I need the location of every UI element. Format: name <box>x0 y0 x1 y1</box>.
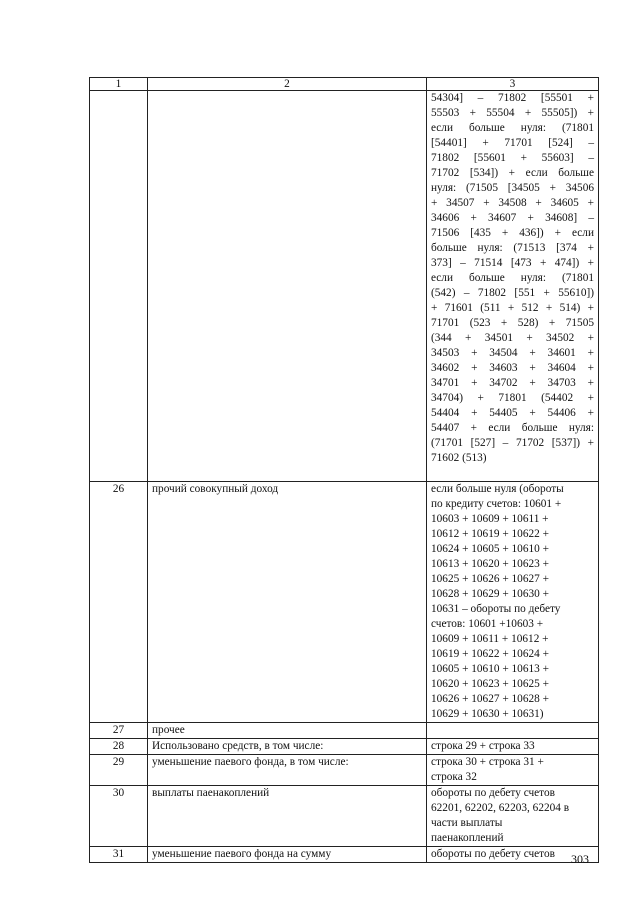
formula-line: 54404 + 54405 + 54406 + <box>431 407 594 419</box>
formula-line: счетов: 10601 +10603 + <box>431 618 544 630</box>
formula-line: 10620 + 10623 + 10625 + <box>431 678 549 690</box>
formula-line: части выплаты <box>431 817 503 829</box>
formula-line: 10626 + 10627 + 10628 + <box>431 693 549 705</box>
table-row <box>90 739 599 755</box>
header-cell: 3 <box>427 78 599 91</box>
formula-line: 34606 + 34607 + 34608] – <box>431 212 594 224</box>
formula-line: обороты по дебету счетов <box>431 848 555 860</box>
header-cell: 1 <box>90 78 148 91</box>
row-number <box>90 91 148 482</box>
formula-line: 10613 + 10620 + 10623 + <box>431 558 549 570</box>
row-label: уменьшение паевого фонда на сумму <box>148 847 427 863</box>
table-row <box>90 482 599 723</box>
row-label: Использовано средств, в том числе: <box>148 739 427 755</box>
table-row <box>90 847 599 863</box>
row-formula <box>427 91 599 482</box>
formula-line: строка 30 + строка 31 + <box>431 756 544 768</box>
formula-line: 71506 [435 + 436]) + если <box>431 227 594 239</box>
formula-line: если больше нуля (обороты <box>431 483 564 495</box>
formula-line: + 34507 + 34508 + 34605 + <box>431 197 594 209</box>
formula-line: 71702 [534]) + если больше <box>431 167 594 179</box>
formula-line: + 71601 (511 + 512 + 514) + <box>431 302 594 314</box>
row-formula <box>427 723 599 739</box>
table-row <box>90 723 599 739</box>
formula-line: 10631 – обороты по дебету <box>431 603 561 615</box>
formula-line: 10628 + 10629 + 10630 + <box>431 588 549 600</box>
row-number: 26 <box>90 482 148 723</box>
table-row <box>90 91 599 482</box>
formula-line: 10605 + 10610 + 10613 + <box>431 663 549 675</box>
table-row <box>90 755 599 786</box>
formula-line: 54407 + если больше нуля: <box>431 422 594 434</box>
formula-line: паенакоплений <box>431 832 504 844</box>
formula-line: 34602 + 34603 + 34604 + <box>431 362 594 374</box>
formula-line: 71701 (523 + 528) + 71505 <box>431 317 594 329</box>
formula-line: по кредиту счетов: 10601 + <box>431 498 562 510</box>
formula-line: (542) – 71802 [551 + 55610]) <box>431 287 594 299</box>
row-number: 28 <box>90 739 148 755</box>
row-formula <box>427 755 599 786</box>
formula-line: 71802 [55601 + 55603] – <box>431 152 594 164</box>
formula-line: 10629 + 10630 + 10631) <box>431 708 544 720</box>
formula-line: нуля: (71505 [34505 + 34506 <box>431 182 594 194</box>
formula-line: 34704) + 71801 (54402 + <box>431 392 594 404</box>
formula-line: больше нуля: (71513 [374 + <box>431 242 594 254</box>
row-number: 31 <box>90 847 148 863</box>
formula-line: 71602 (513) <box>431 452 487 464</box>
formula-line: 10619 + 10622 + 10624 + <box>431 648 549 660</box>
table-row <box>90 786 599 847</box>
formula-line: 54304] – 71802 [55501 + <box>431 92 594 104</box>
row-label: прочее <box>148 723 427 739</box>
formula-line: 10625 + 10626 + 10627 + <box>431 573 549 585</box>
header-row <box>90 78 599 91</box>
formula-line: 10603 + 10609 + 10611 + <box>431 513 549 525</box>
formula-line: 373] – 71514 [473 + 474]) + <box>431 257 594 269</box>
document-table <box>89 77 599 863</box>
formula-line: 10612 + 10619 + 10622 + <box>431 528 549 540</box>
formula-line: если больше нуля: (71801 <box>431 122 594 134</box>
row-formula <box>427 786 599 847</box>
formula-line: строка 32 <box>431 771 477 783</box>
formula-line: обороты по дебету счетов <box>431 787 555 799</box>
row-label: прочий совокупный доход <box>148 482 427 723</box>
formula-line: 62201, 62202, 62203, 62204 в <box>431 802 570 814</box>
formula-line: строка 29 + строка 33 <box>431 740 535 752</box>
row-number: 29 <box>90 755 148 786</box>
formula-line: (344 + 34501 + 34502 + <box>431 332 594 344</box>
formula-line: если больше нуля: (71801 <box>431 272 594 284</box>
formula-line: 34701 + 34702 + 34703 + <box>431 377 594 389</box>
formula-line: 10609 + 10611 + 10612 + <box>431 633 549 645</box>
formula-line: (71701 [527] – 71702 [537]) + <box>431 437 594 449</box>
header-cell: 2 <box>148 78 427 91</box>
page-number: 303 <box>571 852 589 866</box>
formula-line: 10624 + 10605 + 10610 + <box>431 543 549 555</box>
row-label: уменьшение паевого фонда, в том числе: <box>148 755 427 786</box>
row-label: выплаты паенакоплений <box>148 786 427 847</box>
row-number: 30 <box>90 786 148 847</box>
row-number: 27 <box>90 723 148 739</box>
formula-line: [54401] + 71701 [524] – <box>431 137 594 149</box>
formula-line: 55503 + 55504 + 55505]) + <box>431 107 594 119</box>
row-label <box>148 91 427 482</box>
row-formula <box>427 739 599 755</box>
formula-line: 34503 + 34504 + 34601 + <box>431 347 594 359</box>
formula-line <box>431 723 594 738</box>
row-formula <box>427 482 599 723</box>
